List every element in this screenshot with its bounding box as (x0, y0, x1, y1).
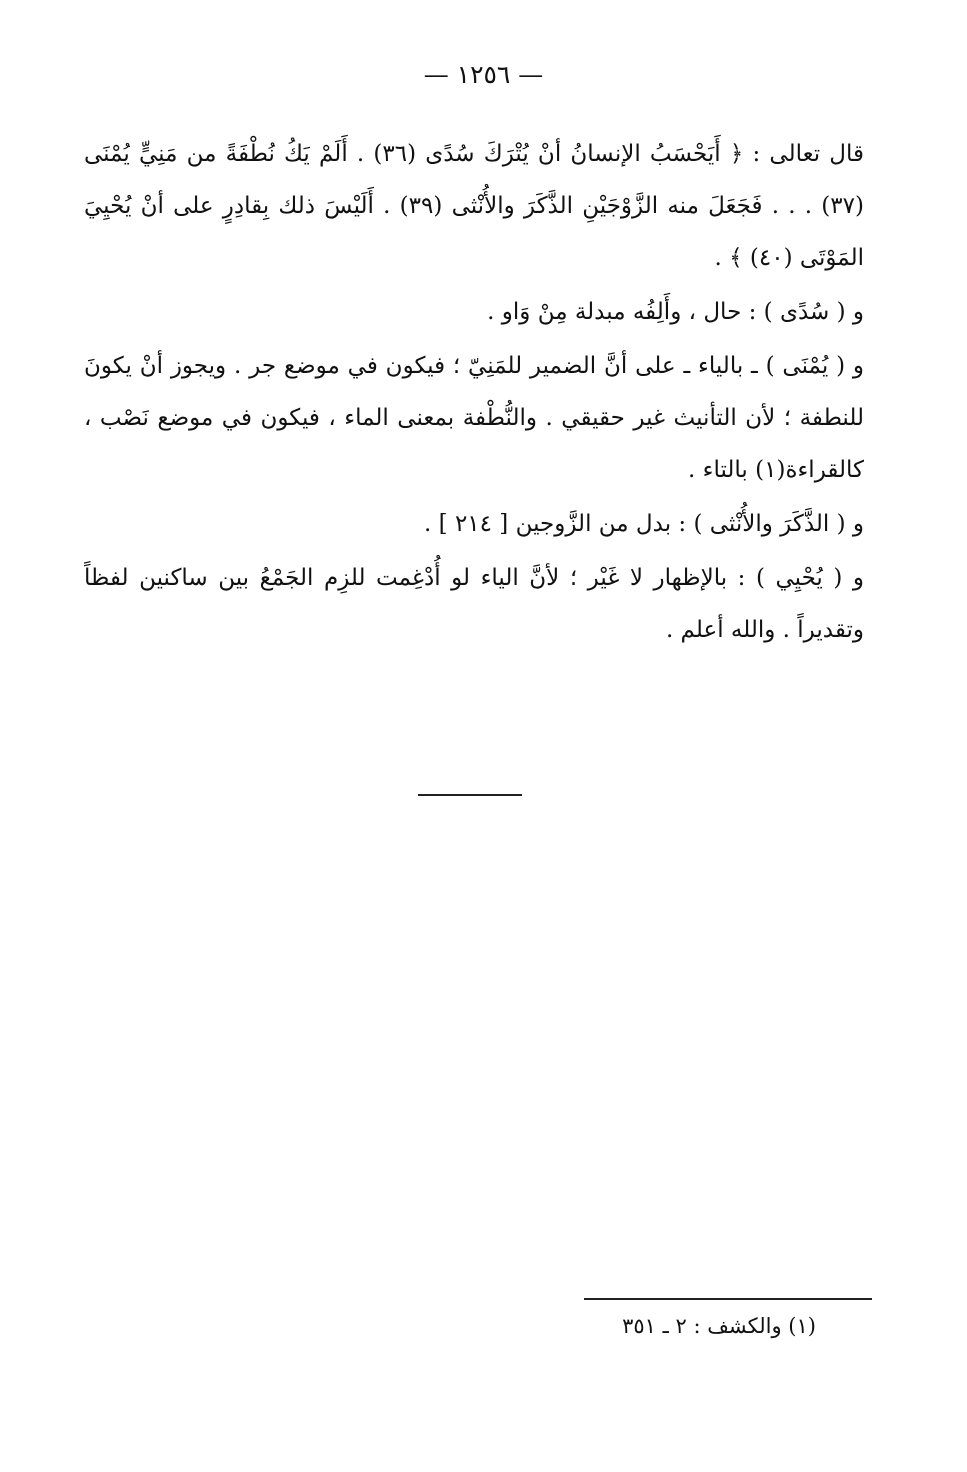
paragraph-yuhyi: و ( يُحْيِي ) : بالإظهار لا غَيْر ؛ لأنَّ الياء لو أُدْغِمت للزِم الجَمْعُ بين ساكنين لفظاً وتقديراً . والله أعلم . (84, 565, 864, 643)
paragraph-suda: و ( سُدًى ) : حال ، وأَلِفُه مبدلة مِنْ وَاو . (487, 299, 864, 325)
paragraph-dhakar: و ( الذَّكَرَ والأُنْثى ) : بدل من الزَّوجين [ ٢١٤ ] . (424, 511, 864, 537)
footnote-divider (584, 1298, 872, 1300)
footnote: (١) والكشف : ٢ ـ ٣٥١ (622, 1314, 816, 1338)
page-number: — ١٢٥٦ — (423, 60, 544, 89)
main-text (84, 128, 864, 658)
paragraph-yumna: و ( يُمْنَى ) ـ بالياء ـ على أنَّ الضمير للمَنِيّ ؛ فيكون في موضع جر . ويجوز أنْ يكونَ للنطفة ؛ لأن التأنيث غير حقيقي . والنُّطْفة بمعنى الماء ، فيكون في موضع نَصْب ، كالقراءة(١) بالتاء . (84, 353, 864, 483)
section-divider (418, 794, 522, 796)
paragraph-verse: قال تعالى : ﴿ أَيَحْسَبُ الإنسانُ أنْ يُتْرَكَ سُدًى (٣٦) . أَلَمْ يَكُ نُطْفَةً من مَنِيٍّ يُمْنَى (٣٧) . . . فَجَعَلَ منه الزَّوْجَيْنِ الذَّكَرَ والأُنْثى (٣٩) . أَلَيْسَ ذلك بِقادِرٍ على أنْ يُحْيِيَ المَوْتَى (٤٠) ﴾ . (84, 141, 864, 271)
